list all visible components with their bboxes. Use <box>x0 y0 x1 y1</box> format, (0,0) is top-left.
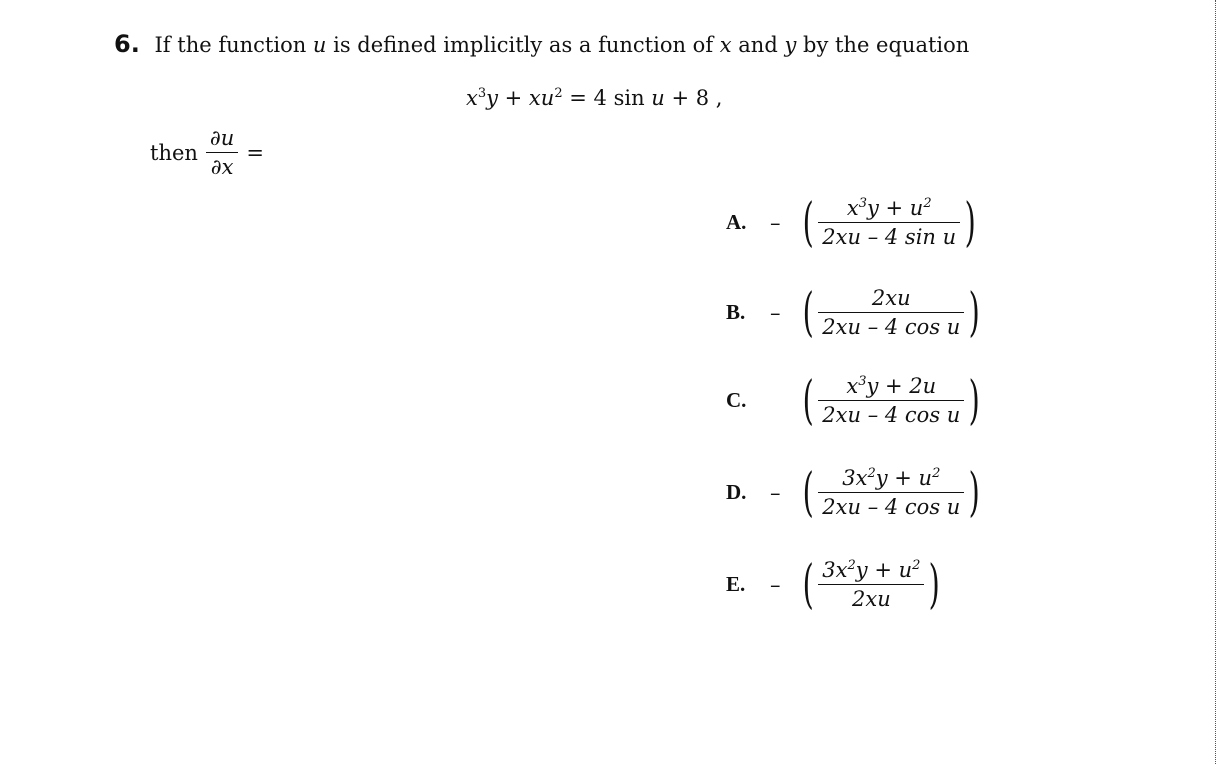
equals-sign: = <box>246 140 264 165</box>
eq-term-u: u <box>651 86 665 110</box>
option-fraction: $\frac{x^3y + 2u}{\text{2xu – 4 cos u}}$ <box>818 374 964 427</box>
option-expression: ( $\frac{2xu}{\text{2xu – 4 cos u}}$ ) <box>802 282 981 343</box>
option-sign: – <box>770 572 781 597</box>
option-sign: – <box>770 480 781 505</box>
eq-term-y-xu: y + xu <box>486 86 555 110</box>
var-y: y <box>784 33 797 57</box>
question-text-3: and <box>731 33 785 57</box>
eq-exp-2: 2 <box>554 86 563 101</box>
fraction-bar <box>206 152 238 153</box>
option-sign: – <box>770 300 781 325</box>
option-letter: C. <box>726 388 747 413</box>
question-text-4: by the equation <box>796 33 970 57</box>
question-text-2: is defined implicitly as a function of <box>326 33 720 57</box>
var-u: u <box>312 33 327 57</box>
option-fraction: $\frac{x^3y + u^2}{\text{2xu – 4 sin u}}$ <box>818 196 960 249</box>
option-a[interactable] <box>726 192 980 253</box>
partial-derivative <box>206 126 238 179</box>
question-statement <box>114 30 969 58</box>
option-fraction: $\frac{3x^2y + u^2}{2xu}$ <box>818 558 924 611</box>
option-sign: – <box>770 210 781 235</box>
option-d[interactable] <box>726 462 985 523</box>
var-x: x <box>719 33 732 57</box>
option-b[interactable] <box>726 282 985 343</box>
option-fraction: $\frac{2xu}{\text{2xu – 4 cos u}}$ <box>818 286 964 339</box>
option-expression: ( $\frac{x^3y + u^2}{\text{2xu – 4 sin u}}$ ) <box>802 192 976 253</box>
implicit-equation <box>466 86 722 110</box>
option-letter: E. <box>726 572 746 597</box>
option-expression: ( $\frac{3x^2y + u^2}{\text{2xu – 4 cos u}}$ ) <box>802 462 981 523</box>
eq-exp-3: 3 <box>477 86 487 101</box>
option-letter: A. <box>726 210 747 235</box>
option-fraction: $\frac{3x^2y + u^2}{\text{2xu – 4 cos u}}$ <box>818 466 964 519</box>
option-letter: D. <box>726 480 747 505</box>
option-letter: B. <box>726 300 746 325</box>
question-number: 6. <box>114 30 140 58</box>
eq-term-x: x <box>466 86 478 110</box>
option-c[interactable] <box>726 370 985 431</box>
then-derivative <box>150 126 264 179</box>
partial-num: ∂u <box>209 126 235 150</box>
partial-den: ∂x <box>210 155 234 180</box>
eq-term-const: + 8 , <box>664 86 723 110</box>
question-text-1: If the function <box>154 33 313 57</box>
option-e[interactable] <box>726 554 945 615</box>
scan-edge-line <box>1212 0 1216 764</box>
option-expression: ( $\frac{x^3y + 2u}{\text{2xu – 4 cos u}}$ ) <box>802 370 981 431</box>
then-label: then <box>150 140 198 165</box>
eq-term-sin: = 4 sin <box>562 86 652 110</box>
option-expression: ( $\frac{3x^2y + u^2}{2xu}$ ) <box>802 554 941 615</box>
